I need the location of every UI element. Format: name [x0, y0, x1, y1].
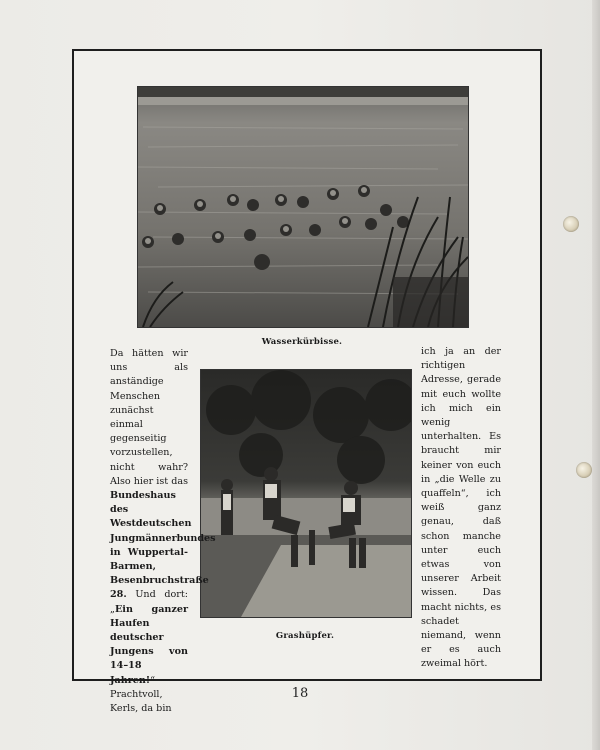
left-text-quote: Ein ganzer Haufen deutscher Jungens von 14–18 Jahren! [110, 603, 188, 686]
left-text-column [110, 347, 216, 716]
left-text-1: Da hätten wir uns als anständige Menschen zunächst einmal gegenseitig vorzustellen, nicht wahr? Also hier ist das [110, 348, 188, 487]
left-text-address: Bundeshaus des Westdeutschen Jungmännerbundes in Wuppertal-Barmen, Besenbruchstraße 28. [110, 490, 216, 601]
swimmers-image [138, 87, 468, 327]
punch-hole-lower [576, 462, 592, 478]
caption-bottom: Grashüpfer. [275, 631, 335, 641]
photo-leapfrog [200, 369, 412, 618]
left-text-3: “ Prachtvoll, Kerls, da bin [110, 674, 172, 715]
page-edge [592, 0, 600, 750]
leapfrog-image [201, 370, 411, 617]
page-number: 18 [291, 686, 309, 701]
photo-swimmers [137, 86, 469, 328]
right-text-column: ich ja an der richtigen Adresse, gerade mit euch wollte ich mich ein wenig unterhalten. Es braucht mir keiner von euch in „die Welle zu quaffeln“, ich weiß ganz genau, daß schon manche unter euch etwas von unserer Arbeit wissen. Das macht nichts, es schadet niemand, wenn er es auch zweimal hört. [421, 346, 501, 670]
caption-top: Wasserkürbisse. [261, 337, 343, 347]
punch-hole-upper [563, 216, 579, 232]
left-text-2: Und dort: „ [110, 589, 188, 615]
